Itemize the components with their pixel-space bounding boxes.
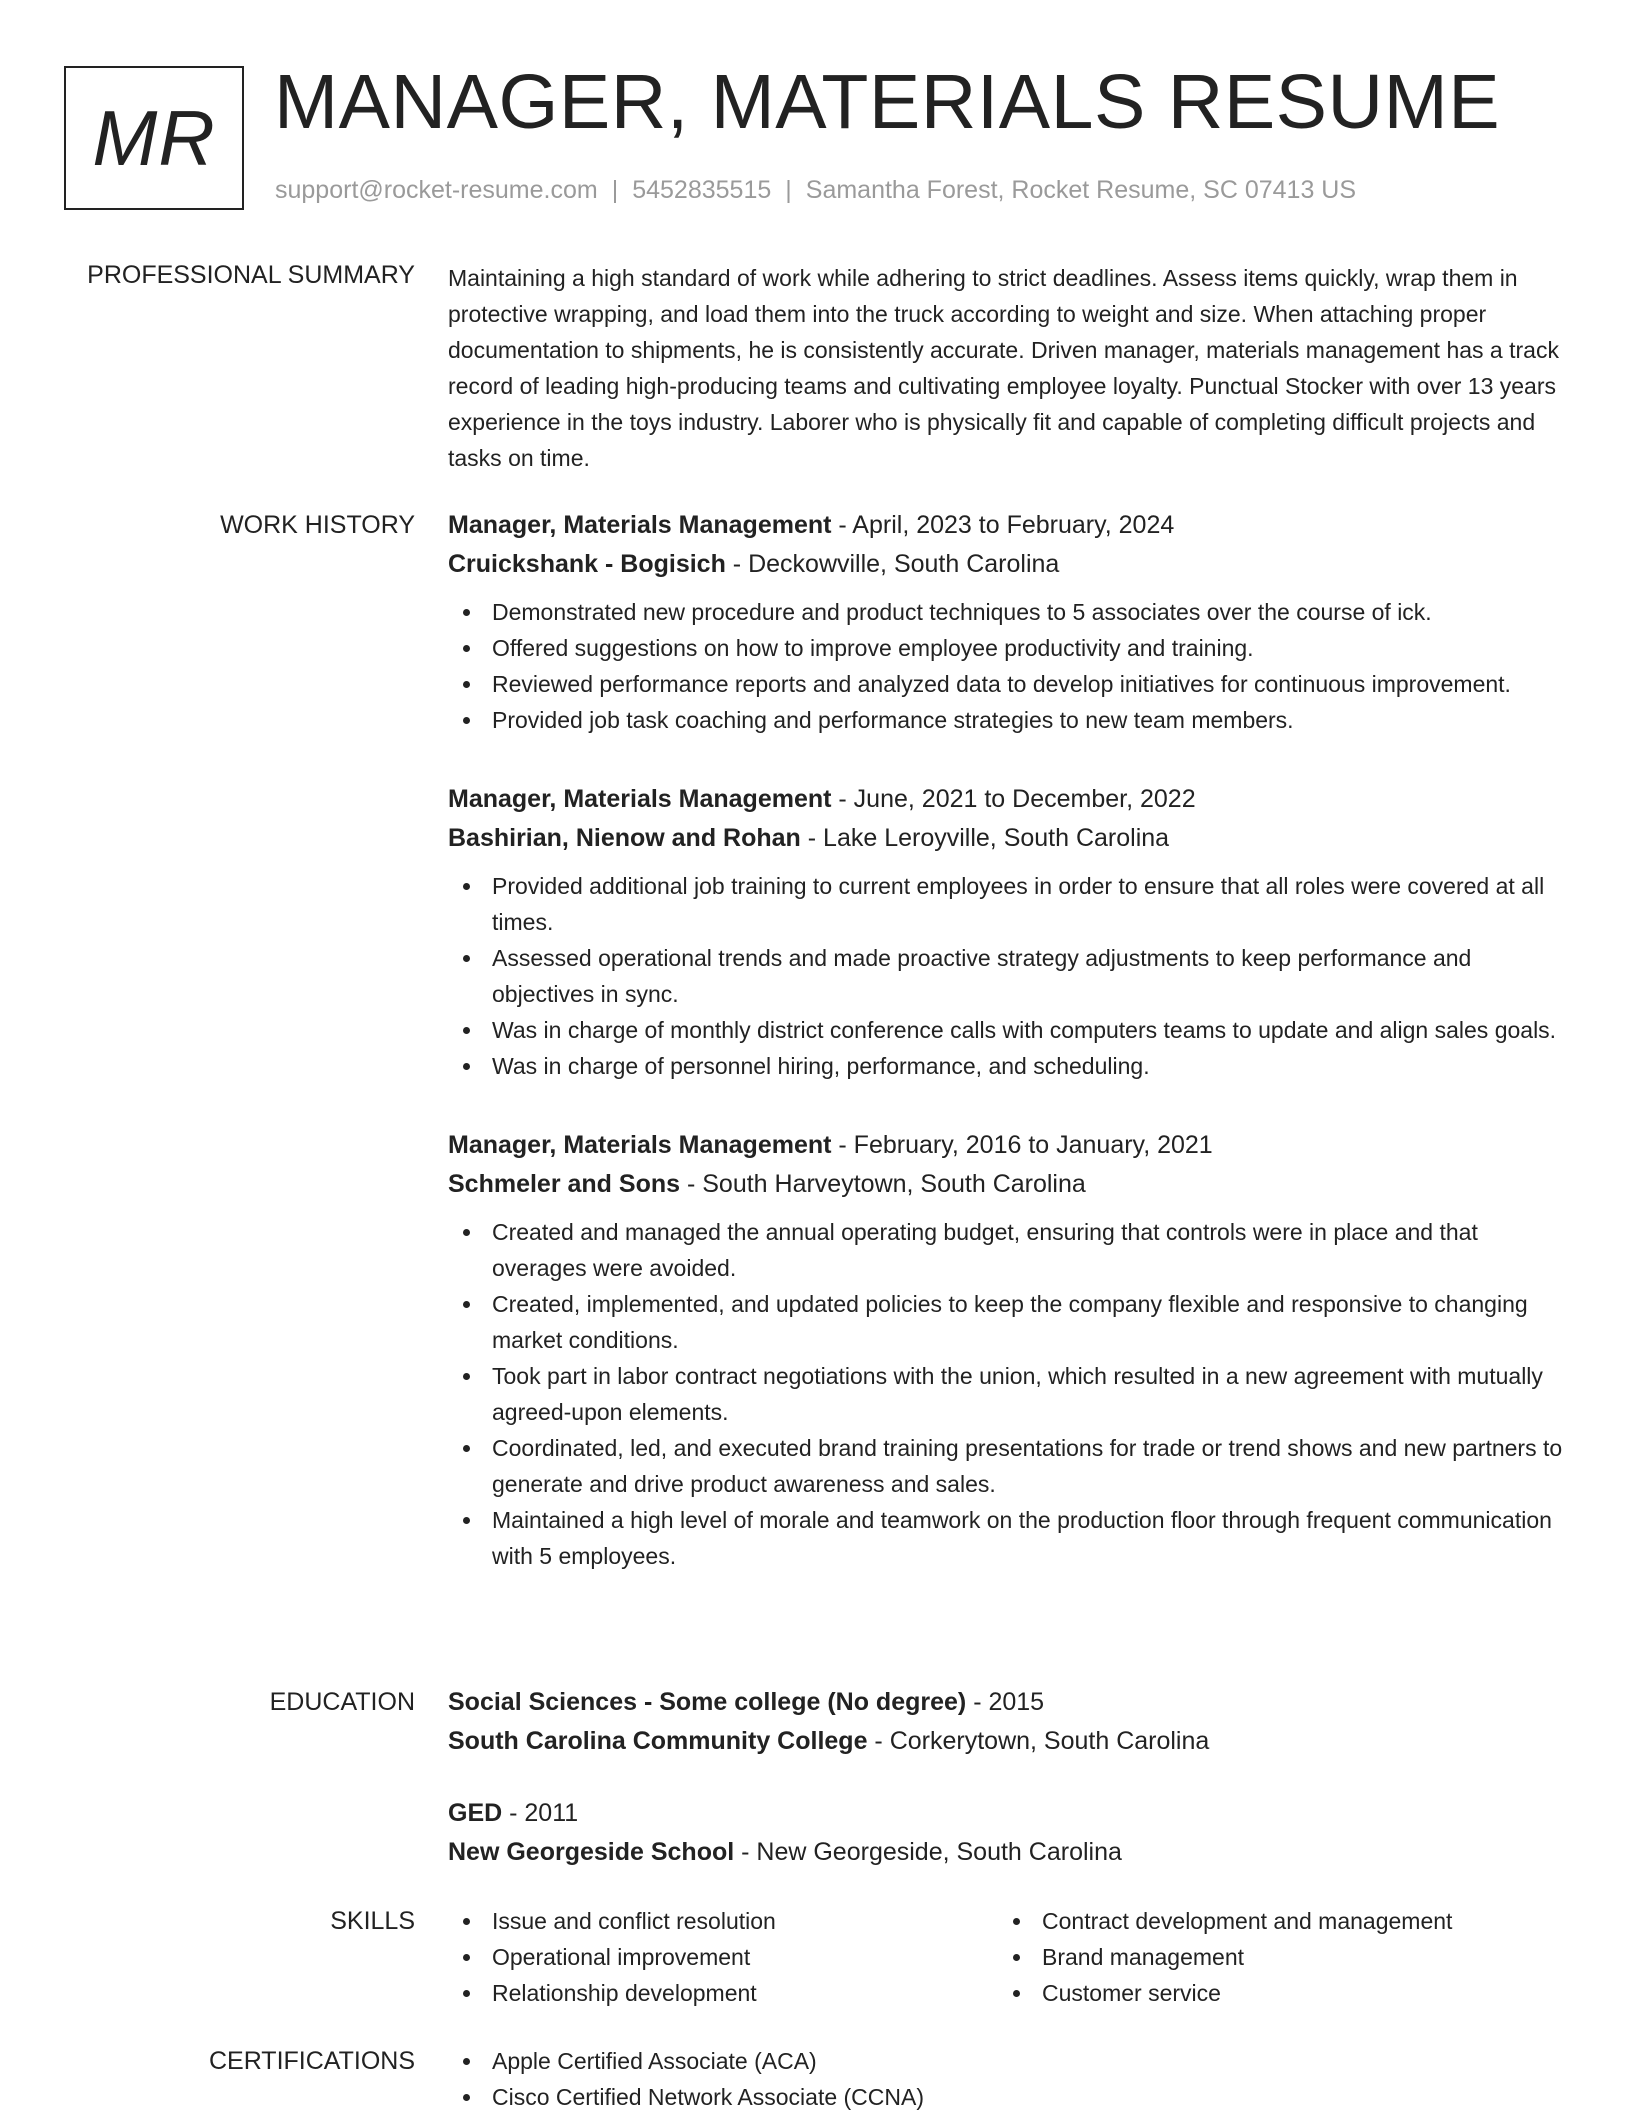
- job-title: Manager, Materials Management: [448, 785, 832, 813]
- job-dates: - February, 2016 to January, 2021: [831, 1131, 1213, 1159]
- list-item: Customer service: [998, 1975, 1548, 2011]
- job-entry: [448, 1126, 1568, 1574]
- job-company-line: [448, 1165, 1568, 1204]
- list-item: Took part in labor contract negotiations with the union, which resulted in a new agreement with mutually agreed-upon elements.: [448, 1358, 1568, 1430]
- section-label-work-history: WORK HISTORY: [220, 511, 415, 539]
- job-company-line: [448, 819, 1568, 858]
- job-company: Schmeler and Sons: [448, 1170, 681, 1198]
- contact-address: Samantha Forest, Rocket Resume, SC 07413 US: [805, 176, 1357, 204]
- skills-grid: [448, 1903, 1568, 2011]
- job-bullets: [448, 594, 1568, 738]
- job-entry: [448, 506, 1568, 738]
- contact-separator: |: [611, 176, 619, 204]
- education-year: - 2015: [966, 1688, 1045, 1716]
- contact-email[interactable]: support@rocket-resume.com: [275, 176, 598, 204]
- list-item: Coordinated, led, and executed brand training presentations for trade or trend shows and new partners to generate and drive product awareness and sales.: [448, 1430, 1568, 1502]
- skills-list: [998, 1903, 1548, 2011]
- list-item: Was in charge of personnel hiring, performance, and scheduling.: [448, 1048, 1568, 1084]
- list-item: Provided job task coaching and performance strategies to new team members.: [448, 702, 1568, 738]
- monogram-logo: MR: [64, 66, 244, 210]
- job-title: Manager, Materials Management: [448, 511, 832, 539]
- list-item: Provided additional job training to current employees in order to ensure that all roles were covered at all times.: [448, 868, 1568, 940]
- job-company-line: [448, 545, 1568, 584]
- work-history: [448, 506, 1568, 1616]
- list-item: Created, implemented, and updated policies to keep the company flexible and responsive to changing market conditions.: [448, 1286, 1568, 1358]
- education-entry: [448, 1794, 1568, 1872]
- education-degree: GED: [448, 1799, 503, 1827]
- education-location: - New Georgeside, South Carolina: [734, 1838, 1122, 1866]
- contact-phone[interactable]: 5452835515: [632, 176, 772, 204]
- education-degree-line: [448, 1794, 1568, 1833]
- job-title-line: [448, 780, 1568, 819]
- job-company: Cruickshank - Bogisich: [448, 550, 726, 578]
- job-bullets: [448, 1214, 1568, 1574]
- list-item: Apple Certified Associate (ACA): [448, 2043, 1568, 2079]
- job-location: - South Harveytown, South Carolina: [680, 1170, 1086, 1198]
- list-item: Demonstrated new procedure and product techniques to 5 associates over the course of ick.: [448, 594, 1568, 630]
- job-company: Bashirian, Nienow and Rohan: [448, 824, 801, 852]
- list-item: Assessed operational trends and made proactive strategy adjustments to keep performance and objectives in sync.: [448, 940, 1568, 1012]
- certifications: [448, 2043, 1568, 2112]
- list-item: Issue and conflict resolution: [448, 1903, 998, 1939]
- education-entry: [448, 1683, 1568, 1761]
- education: [448, 1683, 1568, 1905]
- section-label-education: EDUCATION: [269, 1688, 415, 1716]
- education-location: - Corkerytown, South Carolina: [867, 1727, 1210, 1755]
- education-year: - 2011: [502, 1799, 579, 1827]
- section-label-summary: PROFESSIONAL SUMMARY: [87, 261, 415, 289]
- contact-line: [275, 176, 1356, 205]
- job-entry: [448, 780, 1568, 1084]
- education-degree: Social Sciences - Some college (No degree): [448, 1688, 967, 1716]
- education-school-line: [448, 1722, 1568, 1761]
- skills-column-left: [448, 1903, 998, 2011]
- list-item: Maintained a high level of morale and teamwork on the production floor through frequent communication with 5 employees.: [448, 1502, 1568, 1574]
- job-bullets: [448, 868, 1568, 1084]
- job-location: - Lake Leroyville, South Carolina: [800, 824, 1170, 852]
- education-school: South Carolina Community College: [448, 1727, 868, 1755]
- education-school: New Georgeside School: [448, 1838, 735, 1866]
- education-school-line: [448, 1833, 1568, 1872]
- skills-list: [448, 1903, 998, 2011]
- section-label-certifications: CERTIFICATIONS: [208, 2047, 415, 2075]
- list-item: Contract development and management: [998, 1903, 1548, 1939]
- list-item: Created and managed the annual operating budget, ensuring that controls were in place and that overages were avoided.: [448, 1214, 1568, 1286]
- list-item: Relationship development: [448, 1975, 998, 2011]
- list-item: Offered suggestions on how to improve employee productivity and training.: [448, 630, 1568, 666]
- section-label-skills: SKILLS: [330, 1907, 415, 1935]
- job-title: Manager, Materials Management: [448, 1131, 832, 1159]
- list-item: Operational improvement: [448, 1939, 998, 1975]
- job-dates: - April, 2023 to February, 2024: [831, 511, 1175, 539]
- list-item: Brand management: [998, 1939, 1548, 1975]
- job-title-line: [448, 1126, 1568, 1165]
- list-item: Was in charge of monthly district conference calls with computers teams to update and align sales goals.: [448, 1012, 1568, 1048]
- job-dates: - June, 2021 to December, 2022: [831, 785, 1196, 813]
- list-item: Cisco Certified Network Associate (CCNA): [448, 2079, 1568, 2112]
- summary-text: Maintaining a high standard of work while adhering to strict deadlines. Assess items quickly, wrap them in protective wrapping, and load them into the truck according to weight and size. When attaching proper documentation to shipments, he is consistently accurate. Driven manager, materials management has a track record of leading high-producing teams and cultivating employee loyalty. Punctual Stocker with over 13 years experience in the toys industry. Laborer who is physically fit and capable of completing difficult projects and tasks on time.: [448, 265, 1559, 471]
- skills-column-right: [998, 1903, 1548, 2011]
- contact-separator: |: [785, 176, 792, 204]
- certifications-list: [448, 2043, 1568, 2112]
- skills: [448, 1903, 1568, 2011]
- job-location: - Deckowville, South Carolina: [725, 550, 1060, 578]
- job-title-line: [448, 506, 1568, 545]
- list-item: Reviewed performance reports and analyzed data to develop initiatives for continuous improvement.: [448, 666, 1568, 702]
- page-title: MANAGER, MATERIALS RESUME: [274, 59, 1501, 145]
- education-degree-line: [448, 1683, 1568, 1722]
